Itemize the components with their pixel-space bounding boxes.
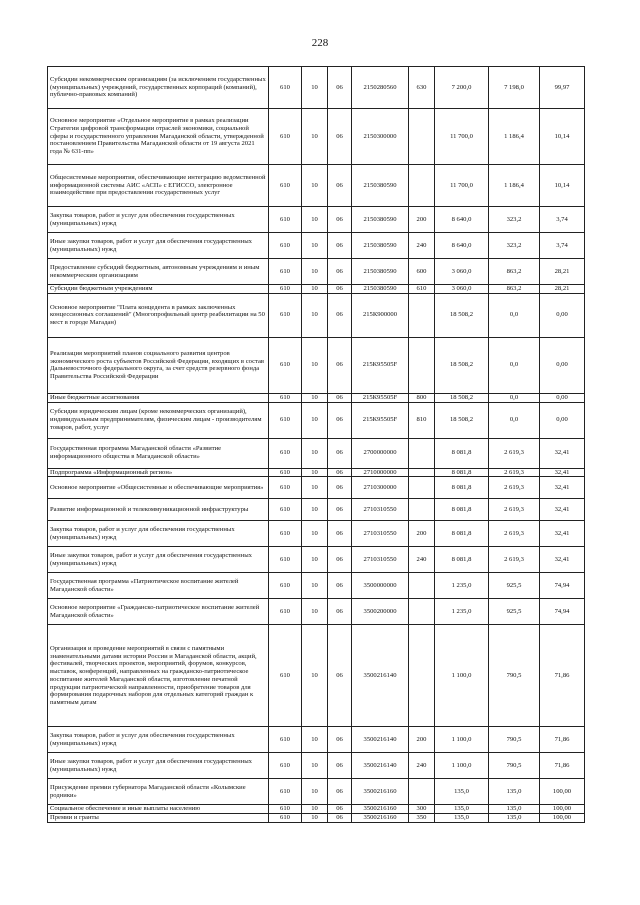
percent-cell: 28,21 (540, 259, 585, 285)
actual-amount-cell: 2 619,3 (489, 477, 540, 499)
percent-cell: 10,14 (540, 165, 585, 207)
grbs-code-cell: 610 (269, 293, 302, 337)
target-article-cell: 3500216160 (352, 805, 409, 814)
grbs-code-cell: 610 (269, 207, 302, 233)
percent-cell: 74,94 (540, 573, 585, 599)
percent-cell: 74,94 (540, 599, 585, 625)
percent-cell: 3,74 (540, 233, 585, 259)
table-row (48, 599, 585, 625)
actual-amount-cell: 790,5 (489, 727, 540, 753)
actual-amount-cell: 7 198,0 (489, 67, 540, 109)
actual-amount-cell: 925,5 (489, 573, 540, 599)
target-article-cell: 215К95505F (352, 337, 409, 393)
actual-amount-cell: 0,0 (489, 402, 540, 438)
section-code-cell: 10 (302, 814, 328, 823)
grbs-code-cell: 610 (269, 165, 302, 207)
percent-cell: 32,41 (540, 547, 585, 573)
section-code-cell: 10 (302, 805, 328, 814)
expense-type-cell (409, 337, 435, 393)
target-article-cell: 215К95505F (352, 393, 409, 402)
table-row (48, 337, 585, 393)
percent-cell: 0,00 (540, 293, 585, 337)
percent-cell: 28,21 (540, 285, 585, 294)
item-name-cell: Субсидии юридическим лицам (кроме некоммерческих организаций), индивидуальным предпринимателям, физическим лицам - производителям товаров, работ, услуг (48, 402, 269, 438)
grbs-code-cell: 610 (269, 547, 302, 573)
percent-cell: 100,00 (540, 805, 585, 814)
item-name-cell: Закупка товаров, работ и услуг для обеспечения государственных (муниципальных) нужд (48, 727, 269, 753)
expense-type-cell: 240 (409, 233, 435, 259)
expense-type-cell (409, 165, 435, 207)
table-row (48, 499, 585, 521)
expense-type-cell: 200 (409, 727, 435, 753)
plan-amount-cell: 8 081,8 (435, 547, 489, 573)
subsection-code-cell: 06 (328, 814, 352, 823)
target-article-cell: 215К900000 (352, 293, 409, 337)
subsection-code-cell: 06 (328, 293, 352, 337)
grbs-code-cell: 610 (269, 438, 302, 468)
subsection-code-cell: 06 (328, 285, 352, 294)
plan-amount-cell: 18 508,2 (435, 337, 489, 393)
section-code-cell: 10 (302, 625, 328, 727)
item-name-cell: Иные бюджетные ассигнования (48, 393, 269, 402)
expense-type-cell: 610 (409, 285, 435, 294)
subsection-code-cell: 06 (328, 233, 352, 259)
target-article-cell: 2150380590 (352, 165, 409, 207)
target-article-cell: 2150380590 (352, 233, 409, 259)
subsection-code-cell: 06 (328, 625, 352, 727)
item-name-cell: Государственная программа Магаданской области «Развитие информационного общества в Магаданской области» (48, 438, 269, 468)
expense-type-cell: 800 (409, 393, 435, 402)
target-article-cell: 2150380590 (352, 285, 409, 294)
plan-amount-cell: 1 235,0 (435, 599, 489, 625)
subsection-code-cell: 06 (328, 477, 352, 499)
subsection-code-cell: 06 (328, 599, 352, 625)
subsection-code-cell: 06 (328, 67, 352, 109)
table-row (48, 625, 585, 727)
target-article-cell: 3500216140 (352, 625, 409, 727)
expense-type-cell: 200 (409, 207, 435, 233)
target-article-cell: 215К95505F (352, 402, 409, 438)
grbs-code-cell: 610 (269, 337, 302, 393)
grbs-code-cell: 610 (269, 573, 302, 599)
plan-amount-cell: 11 700,0 (435, 109, 489, 165)
table-row (48, 547, 585, 573)
table-row (48, 814, 585, 823)
section-code-cell: 10 (302, 67, 328, 109)
percent-cell: 71,86 (540, 625, 585, 727)
percent-cell: 71,86 (540, 753, 585, 779)
item-name-cell: Социальное обеспечение и иные выплаты населению (48, 805, 269, 814)
plan-amount-cell: 7 200,0 (435, 67, 489, 109)
table-row (48, 573, 585, 599)
grbs-code-cell: 610 (269, 727, 302, 753)
table-row (48, 477, 585, 499)
item-name-cell: Иные закупки товаров, работ и услуг для обеспечения государственных (муниципальных) нужд (48, 753, 269, 779)
section-code-cell: 10 (302, 402, 328, 438)
target-article-cell: 3500216140 (352, 727, 409, 753)
section-code-cell: 10 (302, 521, 328, 547)
expense-type-cell (409, 779, 435, 805)
target-article-cell: 2710300000 (352, 477, 409, 499)
section-code-cell: 10 (302, 393, 328, 402)
item-name-cell: Премии и гранты (48, 814, 269, 823)
item-name-cell: Предоставление субсидий бюджетным, автономным учреждениям и иным некоммерческим организациям (48, 259, 269, 285)
section-code-cell: 10 (302, 293, 328, 337)
expense-type-cell: 350 (409, 814, 435, 823)
section-code-cell: 10 (302, 599, 328, 625)
plan-amount-cell: 8 081,8 (435, 499, 489, 521)
target-article-cell: 2150380590 (352, 207, 409, 233)
page-number: 228 (311, 37, 329, 49)
item-name-cell: Основное мероприятие "Плата концедента в рамках заключенных концессионных соглашений" (Многопрофильный центр реабилитации на 50 мест в городе Магадан) (48, 293, 269, 337)
plan-amount-cell: 11 700,0 (435, 165, 489, 207)
plan-amount-cell: 1 100,0 (435, 727, 489, 753)
section-code-cell: 10 (302, 337, 328, 393)
table-row (48, 727, 585, 753)
percent-cell: 0,00 (540, 337, 585, 393)
actual-amount-cell: 323,2 (489, 233, 540, 259)
grbs-code-cell: 610 (269, 109, 302, 165)
table-row (48, 285, 585, 294)
table-row (48, 293, 585, 337)
section-code-cell: 10 (302, 477, 328, 499)
subsection-code-cell: 06 (328, 753, 352, 779)
section-code-cell: 10 (302, 753, 328, 779)
grbs-code-cell: 610 (269, 779, 302, 805)
expense-type-cell (409, 109, 435, 165)
target-article-cell: 2150380590 (352, 259, 409, 285)
item-name-cell: Основное мероприятие «Общесистемные и обеспечивающие мероприятия» (48, 477, 269, 499)
percent-cell: 0,00 (540, 402, 585, 438)
plan-amount-cell: 1 100,0 (435, 625, 489, 727)
subsection-code-cell: 06 (328, 165, 352, 207)
actual-amount-cell: 135,0 (489, 814, 540, 823)
expense-type-cell (409, 477, 435, 499)
actual-amount-cell: 2 619,3 (489, 438, 540, 468)
table-row (48, 109, 585, 165)
section-code-cell: 10 (302, 573, 328, 599)
table-row (48, 67, 585, 109)
expense-type-cell: 240 (409, 547, 435, 573)
table-row (48, 779, 585, 805)
section-code-cell: 10 (302, 233, 328, 259)
expense-type-cell: 630 (409, 67, 435, 109)
actual-amount-cell: 2 619,3 (489, 547, 540, 573)
subsection-code-cell: 06 (328, 393, 352, 402)
item-name-cell: Присуждение премии губернатора Магаданской области «Колымские родники» (48, 779, 269, 805)
table-row (48, 165, 585, 207)
percent-cell: 10,14 (540, 109, 585, 165)
plan-amount-cell: 135,0 (435, 805, 489, 814)
target-article-cell: 2710310550 (352, 499, 409, 521)
item-name-cell: Основное мероприятие «Отдельное мероприятие в рамках реализации Стратегии цифровой трансформации отраслей экономики, социальной сферы и государственного управления Магаданской области, утвержденной постановлением Правительства Магаданской области от 19 августа 2021 года № 631-пп» (48, 109, 269, 165)
item-name-cell: Общесистемные мероприятия, обеспечивающие интеграцию ведомственной информационной системы АИС «АСП» с ЕГИССО, электронное взаимодействие при предоставлении государственных услуг (48, 165, 269, 207)
item-name-cell: Государственная программа «Патриотическое воспитание жителей Магаданской области» (48, 573, 269, 599)
subsection-code-cell: 06 (328, 468, 352, 477)
section-code-cell: 10 (302, 285, 328, 294)
section-code-cell: 10 (302, 259, 328, 285)
expense-type-cell (409, 499, 435, 521)
table-row (48, 805, 585, 814)
item-name-cell: Реализация мероприятий планов социального развития центров экономического роста субъектов Российской Федерации, входящих в состав Дальневосточного федерального округа, за счет средств резервного фонда Правительства Российской Федерации (48, 337, 269, 393)
subsection-code-cell: 06 (328, 337, 352, 393)
percent-cell: 71,86 (540, 727, 585, 753)
target-article-cell: 2150300000 (352, 109, 409, 165)
grbs-code-cell: 610 (269, 625, 302, 727)
actual-amount-cell: 0,0 (489, 337, 540, 393)
plan-amount-cell: 8 081,8 (435, 477, 489, 499)
actual-amount-cell: 790,5 (489, 625, 540, 727)
section-code-cell: 10 (302, 109, 328, 165)
actual-amount-cell: 863,2 (489, 259, 540, 285)
section-code-cell: 10 (302, 207, 328, 233)
item-name-cell: Подпрограмма «Информационный регион» (48, 468, 269, 477)
actual-amount-cell: 0,0 (489, 293, 540, 337)
budget-table (47, 66, 585, 823)
grbs-code-cell: 610 (269, 468, 302, 477)
plan-amount-cell: 135,0 (435, 814, 489, 823)
subsection-code-cell: 06 (328, 727, 352, 753)
item-name-cell: Развитие информационной и телекоммуникационной инфраструктуры (48, 499, 269, 521)
percent-cell: 100,00 (540, 779, 585, 805)
expense-type-cell (409, 293, 435, 337)
subsection-code-cell: 06 (328, 805, 352, 814)
section-code-cell: 10 (302, 438, 328, 468)
actual-amount-cell: 2 619,3 (489, 499, 540, 521)
percent-cell: 32,41 (540, 521, 585, 547)
expense-type-cell (409, 599, 435, 625)
percent-cell: 99,97 (540, 67, 585, 109)
item-name-cell: Иные закупки товаров, работ и услуг для обеспечения государственных (муниципальных) нужд (48, 547, 269, 573)
actual-amount-cell: 0,0 (489, 393, 540, 402)
actual-amount-cell: 790,5 (489, 753, 540, 779)
subsection-code-cell: 06 (328, 499, 352, 521)
item-name-cell: Закупка товаров, работ и услуг для обеспечения государственных (муниципальных) нужд (48, 207, 269, 233)
subsection-code-cell: 06 (328, 207, 352, 233)
actual-amount-cell: 135,0 (489, 805, 540, 814)
grbs-code-cell: 610 (269, 402, 302, 438)
expense-type-cell (409, 573, 435, 599)
section-code-cell: 10 (302, 547, 328, 573)
target-article-cell: 2700000000 (352, 438, 409, 468)
expense-type-cell: 600 (409, 259, 435, 285)
percent-cell: 0,00 (540, 393, 585, 402)
table-row (48, 207, 585, 233)
subsection-code-cell: 06 (328, 521, 352, 547)
plan-amount-cell: 135,0 (435, 779, 489, 805)
grbs-code-cell: 610 (269, 753, 302, 779)
plan-amount-cell: 8 640,0 (435, 233, 489, 259)
target-article-cell: 3500216160 (352, 779, 409, 805)
subsection-code-cell: 06 (328, 259, 352, 285)
expense-type-cell (409, 468, 435, 477)
table-row (48, 438, 585, 468)
grbs-code-cell: 610 (269, 285, 302, 294)
expense-type-cell: 810 (409, 402, 435, 438)
item-name-cell: Организация и проведение мероприятий в связи с памятными знаменательными датами истории России и Магаданской области, акций, фестивалей, творческих проектов, мероприятий, форумов, конкурсов, выставок, конференций, направленных на гражданско-патриотическое воспитание жителей Магаданской области, изготовление печатной продукции патриотической направленности, приобретение товаров для формирования подарочных наборов для отдельных категорий граждан к памятным датам (48, 625, 269, 727)
grbs-code-cell: 610 (269, 393, 302, 402)
subsection-code-cell: 06 (328, 573, 352, 599)
item-name-cell: Иные закупки товаров, работ и услуг для обеспечения государственных (муниципальных) нужд (48, 233, 269, 259)
section-code-cell: 10 (302, 499, 328, 521)
table-row (48, 259, 585, 285)
percent-cell: 32,41 (540, 499, 585, 521)
plan-amount-cell: 8 081,8 (435, 521, 489, 547)
subsection-code-cell: 06 (328, 402, 352, 438)
expense-type-cell (409, 625, 435, 727)
section-code-cell: 10 (302, 779, 328, 805)
table-row (48, 233, 585, 259)
plan-amount-cell: 1 100,0 (435, 753, 489, 779)
grbs-code-cell: 610 (269, 814, 302, 823)
grbs-code-cell: 610 (269, 499, 302, 521)
target-article-cell: 2710310550 (352, 521, 409, 547)
table-row (48, 521, 585, 547)
item-name-cell: Закупка товаров, работ и услуг для обеспечения государственных (муниципальных) нужд (48, 521, 269, 547)
target-article-cell: 2150280560 (352, 67, 409, 109)
expense-type-cell: 240 (409, 753, 435, 779)
percent-cell: 32,41 (540, 468, 585, 477)
actual-amount-cell: 2 619,3 (489, 468, 540, 477)
subsection-code-cell: 06 (328, 547, 352, 573)
percent-cell: 100,00 (540, 814, 585, 823)
actual-amount-cell: 135,0 (489, 779, 540, 805)
subsection-code-cell: 06 (328, 438, 352, 468)
plan-amount-cell: 18 508,2 (435, 393, 489, 402)
target-article-cell: 3500216140 (352, 753, 409, 779)
expense-type-cell: 200 (409, 521, 435, 547)
grbs-code-cell: 610 (269, 477, 302, 499)
target-article-cell: 2710000000 (352, 468, 409, 477)
section-code-cell: 10 (302, 727, 328, 753)
target-article-cell: 3500216160 (352, 814, 409, 823)
actual-amount-cell: 1 186,4 (489, 165, 540, 207)
plan-amount-cell: 1 235,0 (435, 573, 489, 599)
grbs-code-cell: 610 (269, 521, 302, 547)
plan-amount-cell: 8 640,0 (435, 207, 489, 233)
percent-cell: 32,41 (540, 477, 585, 499)
item-name-cell: Субсидии некоммерческим организациям (за исключением государственных (муниципальных) учреждений, государственных корпораций (компаний), публично-правовых компаний) (48, 67, 269, 109)
actual-amount-cell: 323,2 (489, 207, 540, 233)
plan-amount-cell: 8 081,8 (435, 438, 489, 468)
grbs-code-cell: 610 (269, 805, 302, 814)
target-article-cell: 3500200000 (352, 599, 409, 625)
plan-amount-cell: 18 508,2 (435, 293, 489, 337)
table-row (48, 468, 585, 477)
table-row (48, 393, 585, 402)
grbs-code-cell: 610 (269, 67, 302, 109)
subsection-code-cell: 06 (328, 109, 352, 165)
plan-amount-cell: 3 060,0 (435, 259, 489, 285)
percent-cell: 3,74 (540, 207, 585, 233)
subsection-code-cell: 06 (328, 779, 352, 805)
grbs-code-cell: 610 (269, 233, 302, 259)
target-article-cell: 3500000000 (352, 573, 409, 599)
expense-type-cell (409, 438, 435, 468)
actual-amount-cell: 2 619,3 (489, 521, 540, 547)
plan-amount-cell: 18 508,2 (435, 402, 489, 438)
item-name-cell: Субсидии бюджетным учреждениям (48, 285, 269, 294)
grbs-code-cell: 610 (269, 259, 302, 285)
table-row (48, 402, 585, 438)
percent-cell: 32,41 (540, 438, 585, 468)
actual-amount-cell: 925,5 (489, 599, 540, 625)
plan-amount-cell: 3 060,0 (435, 285, 489, 294)
actual-amount-cell: 863,2 (489, 285, 540, 294)
section-code-cell: 10 (302, 468, 328, 477)
plan-amount-cell: 8 081,8 (435, 468, 489, 477)
item-name-cell: Основное мероприятие «Гражданско-патриотическое воспитание жителей Магаданской области» (48, 599, 269, 625)
grbs-code-cell: 610 (269, 599, 302, 625)
actual-amount-cell: 1 186,4 (489, 109, 540, 165)
table-row (48, 753, 585, 779)
target-article-cell: 2710310550 (352, 547, 409, 573)
expense-type-cell: 300 (409, 805, 435, 814)
section-code-cell: 10 (302, 165, 328, 207)
